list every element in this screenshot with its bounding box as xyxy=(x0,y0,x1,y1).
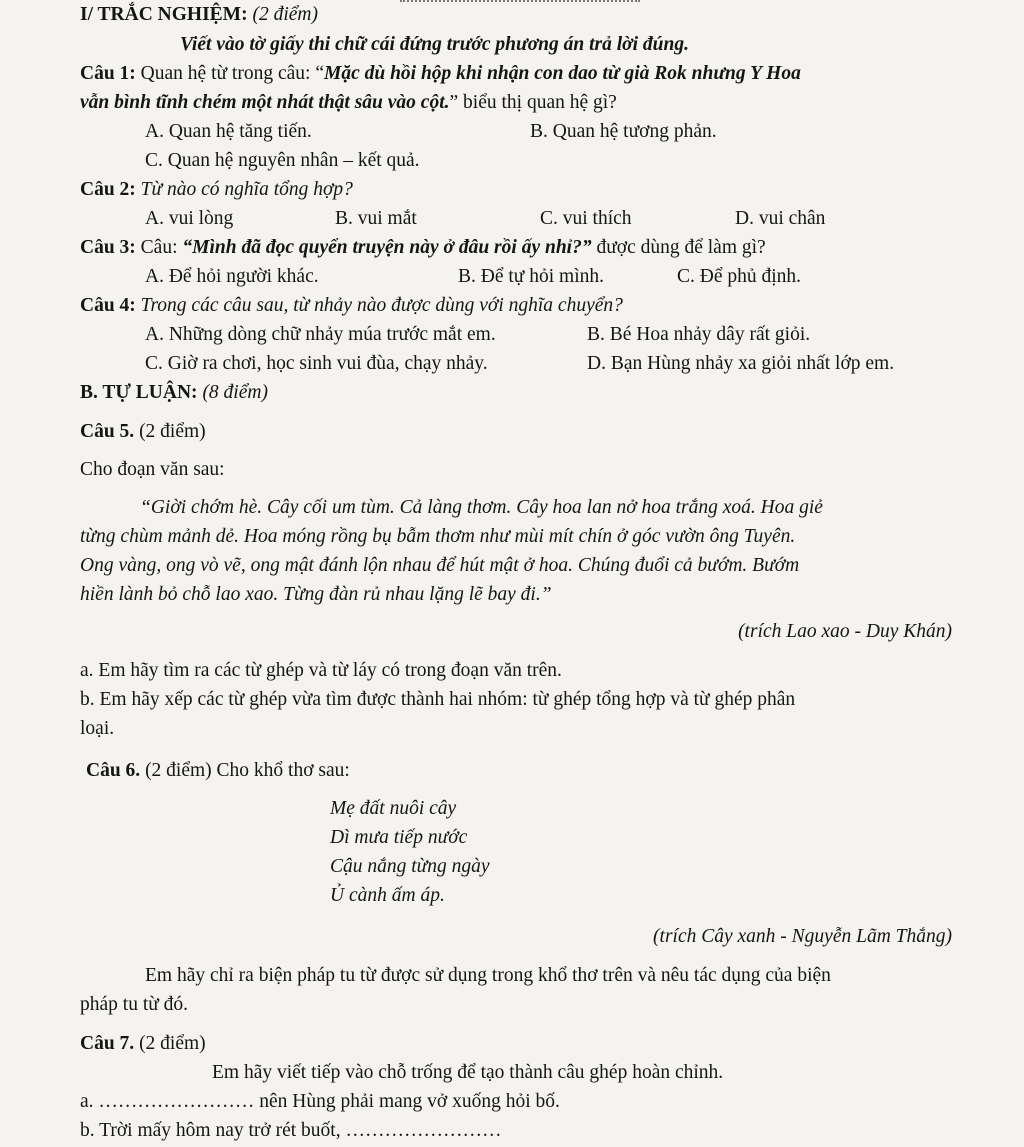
q6-poem-line-2: Dì mưa tiếp nước xyxy=(330,827,468,848)
q1-quote-2: vẫn bình tĩnh chém một nhát thật sâu vào cột. xyxy=(80,92,450,113)
q2-option-c: C. vui thích xyxy=(540,208,632,229)
q4-text: Trong các câu sau, từ nhảy nào được dùng với nghĩa chuyển? xyxy=(135,295,623,316)
q4-option-d: D. Bạn Hùng nhảy xa giỏi nhất lớp em. xyxy=(587,353,895,374)
q1-line-2 xyxy=(80,91,617,115)
q3-option-b: B. Để tự hỏi mình. xyxy=(458,266,604,287)
q6-poem-line-3: Cậu nắng từng ngày xyxy=(330,856,490,877)
q7-heading xyxy=(80,1032,206,1056)
q7-item-b: b. Trời mấy hôm nay trở rét buốt, …………………… xyxy=(80,1120,502,1141)
q6-task-line-2: pháp tu từ đó. xyxy=(80,994,189,1015)
q6-text: (2 điểm) Cho khổ thơ sau: xyxy=(140,760,350,781)
q5-intro: Cho đoạn văn sau: xyxy=(80,459,225,480)
q3-quote: “Mình đã đọc quyển truyện này ở đâu rồi ấy nhỉ?” xyxy=(182,237,592,258)
q3-line xyxy=(80,236,766,260)
q1-text-a: Quan hệ từ trong câu: “ xyxy=(135,63,324,84)
q3-text-a: Câu: xyxy=(135,237,183,258)
q2-option-d: D. vui chân xyxy=(735,208,826,229)
q1-text-b: ” biểu thị quan hệ gì? xyxy=(449,92,617,113)
part-b-heading: B. TỰ LUẬN: xyxy=(80,382,198,403)
q4-line xyxy=(80,294,623,318)
q4-option-c: C. Giờ ra chơi, học sinh vui đùa, chạy nhảy. xyxy=(145,353,488,374)
q3-label: Câu 3: xyxy=(80,237,136,258)
q2-text: Từ nào có nghĩa tổng hợp? xyxy=(135,179,353,200)
q6-poem-line-4: Ủ cành ấm áp. xyxy=(330,885,445,906)
q3-option-c: C. Để phủ định. xyxy=(677,266,802,287)
q5-passage-line-2: từng chùm mảnh dẻ. Hoa móng rồng bụ bẫm thơm như mùi mít chín ở góc vườn ông Tuyên. xyxy=(80,526,796,547)
q5-label: Câu 5. xyxy=(80,421,135,442)
q2-label: Câu 2: xyxy=(80,179,136,200)
q2-option-a: A. vui lòng xyxy=(145,208,234,229)
q7-instruction: Em hãy viết tiếp vào chỗ trống để tạo thành câu ghép hoàn chỉnh. xyxy=(212,1062,724,1083)
q1-option-a: A. Quan hệ tăng tiến. xyxy=(145,121,312,142)
q6-task-line-1: Em hãy chỉ ra biện pháp tu từ được sử dụng trong khổ thơ trên và nêu tác dụng của biện xyxy=(145,965,831,986)
q1-label: Câu 1: xyxy=(80,63,136,84)
q2-option-b: B. vui mắt xyxy=(335,208,417,229)
q5-source: (trích Lao xao - Duy Khán) xyxy=(738,621,952,642)
q5-task-b-line-2: loại. xyxy=(80,718,115,739)
q3-option-a: A. Để hỏi người khác. xyxy=(145,266,319,287)
q5-task-b-line-1: b. Em hãy xếp các từ ghép vừa tìm được thành hai nhóm: từ ghép tổng hợp và từ ghép phân xyxy=(80,689,796,710)
q4-label: Câu 4: xyxy=(80,295,136,316)
q6-label: Câu 6. xyxy=(86,760,141,781)
q5-heading xyxy=(80,420,206,444)
q1-quote-1: Mặc dù hồi hộp khi nhận con dao từ già Rok nhưng Y Hoa xyxy=(323,63,801,84)
q5-task-a: a. Em hãy tìm ra các từ ghép và từ láy có trong đoạn văn trên. xyxy=(80,660,562,681)
q6-source: (trích Cây xanh - Nguyễn Lãm Thắng) xyxy=(653,926,952,947)
part-a-heading: I/ TRẮC NGHIỆM: xyxy=(80,4,248,25)
q6-heading xyxy=(86,759,350,783)
q3-text-b: được dùng để làm gì? xyxy=(591,237,766,258)
part-a-points: (2 điểm) xyxy=(252,4,318,25)
q5-passage-line-1: “Giời chớm hè. Cây cối um tùm. Cả làng thơm. Cây hoa lan nở hoa trắng xoá. Hoa giẻ xyxy=(140,497,823,518)
q1-option-b: B. Quan hệ tương phản. xyxy=(530,121,717,142)
part-b-points: (8 điểm) xyxy=(202,382,268,403)
top-cropped-text xyxy=(400,0,640,5)
q7-item-a: a. …………………… nên Hùng phải mang vở xuống hỏi bố. xyxy=(80,1091,560,1112)
q5-passage-line-4: hiền lành bỏ chỗ lao xao. Từng đàn rủ nhau lặng lẽ bay đi.” xyxy=(80,584,552,605)
q7-label: Câu 7. xyxy=(80,1033,135,1054)
part-a-heading-line xyxy=(80,3,318,27)
part-a-instruction: Viết vào tờ giấy thi chữ cái đứng trước phương án trả lời đúng. xyxy=(180,34,689,55)
q4-option-b: B. Bé Hoa nhảy dây rất giỏi. xyxy=(587,324,811,345)
q4-option-a: A. Những dòng chữ nhảy múa trước mắt em. xyxy=(145,324,496,345)
q6-poem-line-1: Mẹ đất nuôi cây xyxy=(330,798,457,819)
q7-points: (2 điểm) xyxy=(139,1033,206,1054)
q5-points: (2 điểm) xyxy=(139,421,206,442)
part-b-heading-line xyxy=(80,381,268,405)
q1-line-1 xyxy=(80,62,801,86)
q5-passage-line-3: Ong vàng, ong vò vẽ, ong mật đánh lộn nhau để hút mật ở hoa. Chúng đuổi cả bướm. Bướm xyxy=(80,555,800,576)
q1-option-c: C. Quan hệ nguyên nhân – kết quả. xyxy=(145,150,420,171)
q2-line xyxy=(80,178,353,202)
